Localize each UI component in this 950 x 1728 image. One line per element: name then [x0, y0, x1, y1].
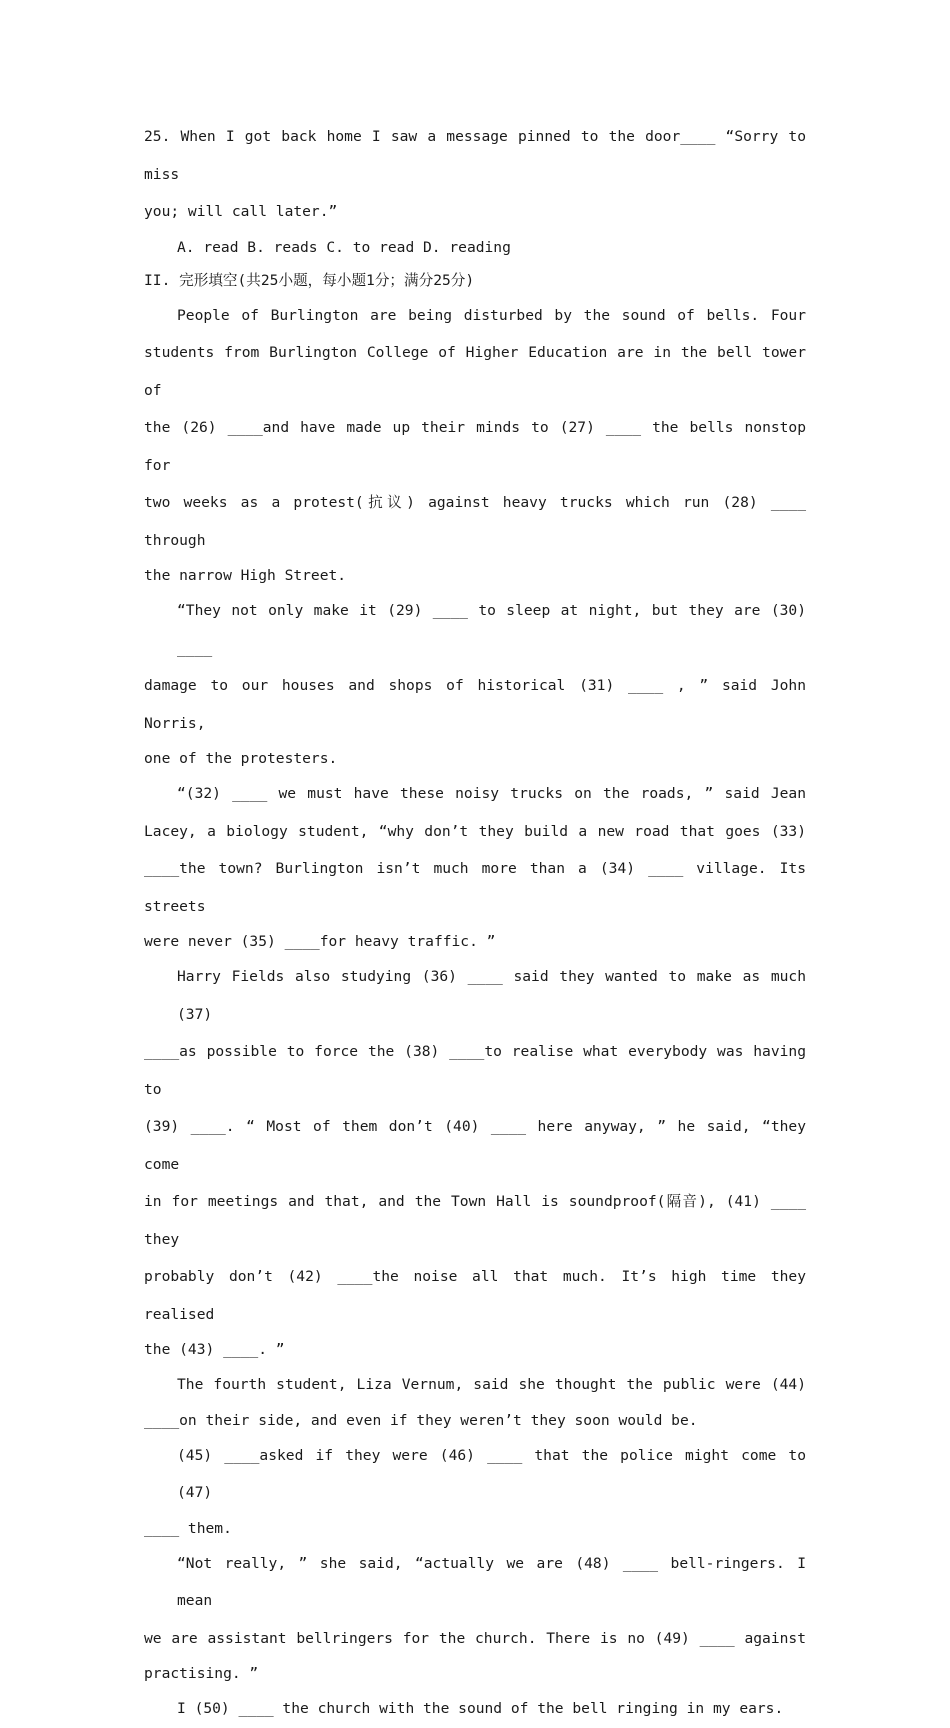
passage-line: two weeks as a protest(抗议) against heavy trucks which run (28) ____ through	[144, 494, 806, 549]
passage-line: (39) ____. “ Most of them don’t (40) ____ here anyway, ” he said, “they come	[144, 1118, 806, 1173]
passage-line: (45) ____asked if they were (46) ____ that the police might come to (47)	[177, 1446, 806, 1501]
passage-line: The fourth student, Liza Vernum, said she thought the public were (44)	[177, 1376, 806, 1393]
passage-line: the narrow High Street.	[144, 567, 347, 584]
passage-line: Lacey, a biology student, “why don’t they build a new road that goes (33)	[144, 822, 806, 840]
passage-line: “They not only make it (29) ____ to sleep at night, but they are (30) ____	[177, 602, 806, 657]
exam-page	[144, 118, 806, 1728]
paragraph-7	[144, 1545, 806, 1691]
passage-line: “Not really, ” she said, “actually we are (48) ____ bell-ringers. I mean	[177, 1554, 806, 1609]
paragraph-1	[144, 297, 806, 593]
paragraph-2	[144, 592, 806, 775]
passage-line: in for meetings and that, and the Town Hall is soundproof(隔音), (41) ____ they	[144, 1193, 806, 1248]
passage-line: probably don’t (42) ____the noise all that much. It’s high time they realised	[144, 1268, 806, 1323]
passage-line: students from Burlington College of Higher Education are in the bell tower of	[144, 344, 806, 399]
question-25-options: A. read B. reads C. to read D. reading	[177, 238, 511, 256]
passage-line: ____the town? Burlington isn’t much more than a (34) ____ village. Its streets	[144, 860, 806, 915]
passage-line: the (43) ____. ”	[144, 1341, 285, 1358]
passage-line: one of the protesters.	[144, 750, 338, 767]
passage-line: I (50) ____ the church with the sound of the bell ringing in my ears.	[177, 1700, 784, 1717]
passage-line: were never (35) ____for heavy traffic. ”	[144, 933, 496, 950]
passage-line: damage to our houses and shops of historical (31) ____ , ” said John Norris,	[144, 677, 806, 732]
passage-line: People of Burlington are being disturbed by the sound of bells. Four	[177, 306, 806, 324]
passage-line: “(32) ____ we must have these noisy trucks on the roads, ” said Jean	[177, 785, 806, 802]
paragraph-6	[144, 1437, 806, 1545]
passage-line: ____ them.	[144, 1519, 232, 1537]
passage-line: the (26) ____and have made up their minds to (27) ____ the bells nonstop for	[144, 419, 806, 474]
section-heading: II. 完形填空(共25小题，每小题1分；满分25分)	[144, 271, 475, 289]
passage-line: practising. ”	[144, 1665, 259, 1682]
passage-line: ____on their side, and even if they weren’t they soon would be.	[144, 1411, 698, 1429]
paragraph-3	[144, 775, 806, 958]
passage-line: we are assistant bellringers for the church. There is no (49) ____ against	[144, 1629, 806, 1647]
passage-line: Harry Fields also studying (36) ____ said they wanted to make as much (37)	[177, 968, 806, 1023]
paragraph-5	[144, 1366, 806, 1437]
passage-line: ____as possible to force the (38) ____to realise what everybody was having to	[144, 1043, 806, 1098]
question-25-text-cont: you; will call later.”	[144, 203, 338, 220]
question-25-text: 25. When I got back home I saw a message pinned to the door____ “Sorry to miss	[144, 128, 806, 183]
paragraph-8	[144, 1690, 806, 1728]
paragraph-4	[144, 958, 806, 1366]
